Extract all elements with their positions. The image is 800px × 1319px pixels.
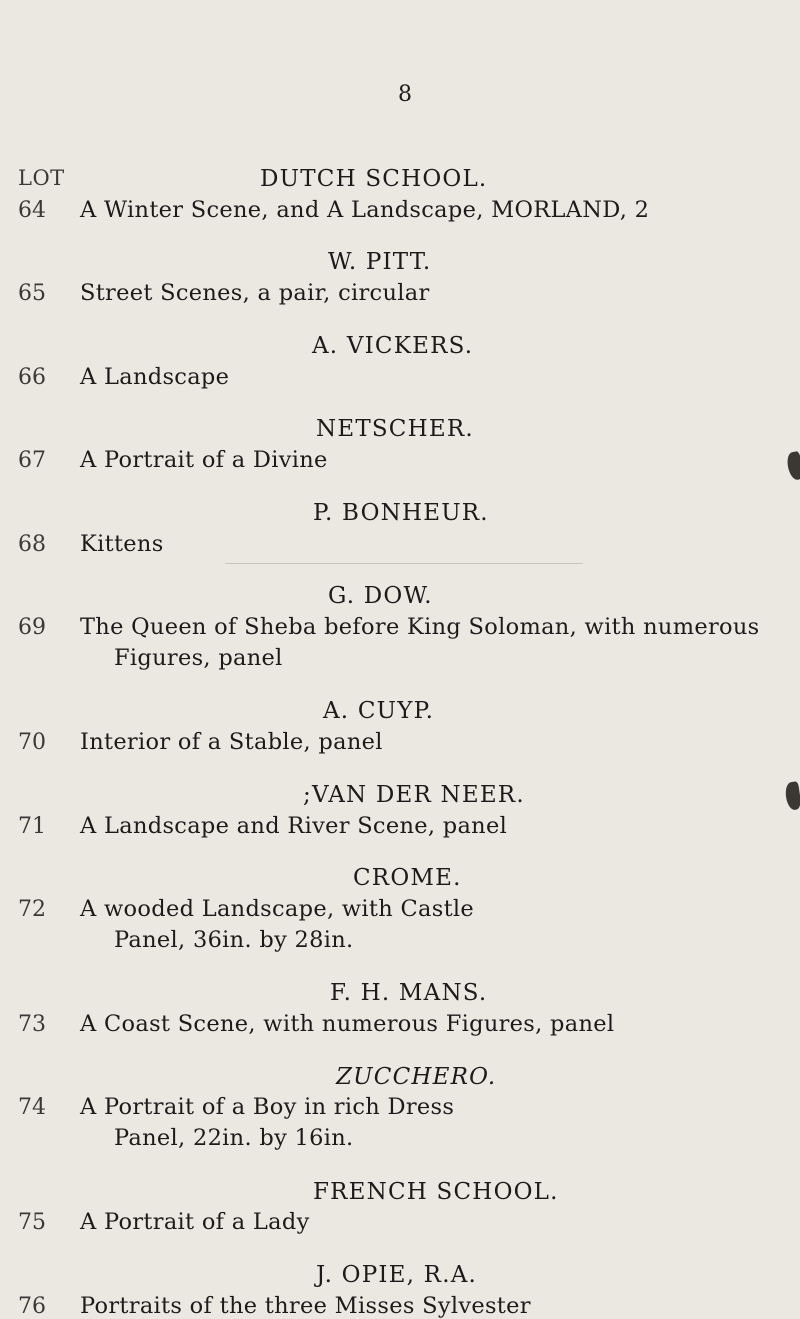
lot-number: 64 <box>18 198 46 223</box>
section-divider <box>225 563 583 564</box>
artist-heading: F. H. MANS. <box>330 980 488 1006</box>
lot-number: 72 <box>18 897 46 922</box>
page-edge-blemish <box>785 451 800 481</box>
lot-number: 74 <box>18 1095 46 1120</box>
lot-description: Kittens <box>80 531 164 557</box>
artist-heading: CROME. <box>353 865 462 891</box>
lot-description: Interior of a Stable, panel <box>80 729 383 755</box>
lot-description-continued: Panel, 22in. by 16in. <box>114 1125 354 1151</box>
lot-number: 75 <box>18 1210 46 1235</box>
lot-number: 73 <box>18 1012 46 1037</box>
lot-number: 71 <box>18 814 46 839</box>
lot-description-continued: Figures, panel <box>114 645 283 671</box>
artist-heading: G. DOW. <box>328 583 433 609</box>
lot-number: 68 <box>18 532 46 557</box>
lot-description: The Queen of Sheba before King Soloman, with numerous <box>80 614 760 640</box>
lot-description: A Portrait of a Divine <box>80 447 328 473</box>
page-edge-blemish <box>784 781 800 811</box>
lot-description: A Landscape and River Scene, panel <box>80 813 508 839</box>
lot-number: 67 <box>18 448 46 473</box>
artist-heading: NETSCHER. <box>316 416 474 442</box>
artist-heading: P. BONHEUR. <box>313 500 489 526</box>
artist-heading: FRENCH SCHOOL. <box>313 1179 559 1205</box>
artist-heading: J. OPIE, R.A. <box>316 1262 478 1288</box>
lot-number: 69 <box>18 615 46 640</box>
artist-heading: A. VICKERS. <box>312 333 474 359</box>
lot-description: A Portrait of a Lady <box>80 1209 310 1235</box>
lot-description: A Winter Scene, and A Landscape, MORLAND, 2 <box>80 197 650 223</box>
lot-number: 76 <box>18 1294 46 1319</box>
artist-heading: W. PITT. <box>328 249 432 275</box>
lot-description: A wooded Landscape, with Castle <box>80 896 475 922</box>
lot-description: A Landscape <box>80 364 230 390</box>
artist-heading: A. CUYP. <box>323 698 435 724</box>
lot-description: Street Scenes, a pair, circular <box>80 280 430 306</box>
lot-number: 66 <box>18 365 46 390</box>
lot-number: 65 <box>18 281 46 306</box>
artist-heading: DUTCH SCHOOL. <box>260 166 488 192</box>
lot-description: A Coast Scene, with numerous Figures, panel <box>80 1011 615 1037</box>
lot-description-continued: Panel, 36in. by 28in. <box>114 927 354 953</box>
artist-heading: ;VAN DER NEER. <box>303 782 525 808</box>
lot-column-header: LOT <box>18 166 65 190</box>
lot-description: Portraits of the three Misses Sylvester <box>80 1293 531 1319</box>
lot-number: 70 <box>18 730 46 755</box>
artist-heading: ZUCCHERO. <box>336 1064 497 1090</box>
lot-description: A Portrait of a Boy in rich Dress <box>80 1094 455 1120</box>
page-number: 8 <box>398 82 412 107</box>
